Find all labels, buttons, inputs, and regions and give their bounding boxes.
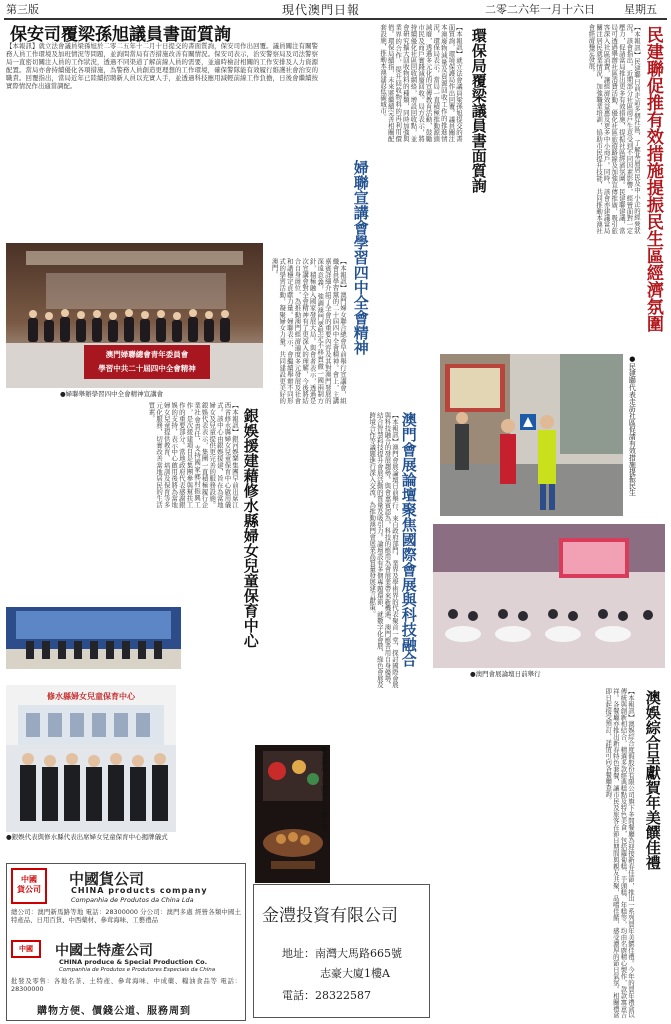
women-photo-caption: ●婦聯舉辦學習四中全會精神宣講會 xyxy=(60,390,164,398)
china-native-slogan: 購物方便、價錢公道、服務周到 xyxy=(37,1006,191,1017)
yinyu-group-side-text xyxy=(180,685,250,845)
women-banner-line1: 澳門婦聯總會青年委員會 xyxy=(105,350,189,359)
forum-photo-caption: ●澳門會展論壇日前舉行 xyxy=(470,670,541,678)
weekday: 星期五 xyxy=(624,3,657,16)
jinli-building: 志豪大廈1樓A xyxy=(320,967,390,980)
yinyu-stage-photo xyxy=(6,607,181,669)
yinyu-support-body-2 xyxy=(6,512,156,604)
china-products-ad xyxy=(6,863,246,1021)
yinyu-sign: 修水縣婦女兒童保育中心 xyxy=(47,692,135,701)
jinli-ad xyxy=(253,884,430,1018)
minsheng-body-2 xyxy=(560,238,664,348)
masthead: 現代澳門日報 xyxy=(282,3,361,17)
china-products-name-en: CHINA products company xyxy=(71,886,208,895)
women-conference-body-2 xyxy=(372,258,438,404)
jinli-address: 地址：南灣大馬路665號 xyxy=(282,947,402,960)
minsheng-photo-caption: ●民建聯代表走訪社區促請有效措施提振民生 xyxy=(628,355,637,496)
liang-reply-body-2 xyxy=(322,142,498,254)
cuisine-image xyxy=(255,745,330,883)
women-conference-body: 【本報訊】澳門婦女聯合總會早前舉行宣講會，組織會員學習黨的二十屆四中全會精神。會上，主講嘉賓詳細介紹了全會的重要內容及其對澳門發展的深遠意義，強調澳門要堅定不移貫徹一國兩制方針，積極融入國家發展大局。與會者表示，透過是次宣講會對全會精神有了更深入的理解，今後將結合自身崗位，為推動澳門經濟適度多元發展及社會和諧穩定貢獻力量。婦聯表示，會繼續舉辦不同形式的學習活動，凝聚婦女力量，共同建設更美好的澳門。 xyxy=(270,258,347,404)
forum-body-2 xyxy=(278,412,318,688)
macau-cuisine-title: 澳娛綜合呈獻賀年美饌佳禮 xyxy=(643,690,662,870)
cuisine-photo-caption: ●澳娛綜合呈獻賀年美饌佳禮 xyxy=(319,745,328,831)
minsheng-title: 民建聯促推有效措施提振民生區經濟氛圍 xyxy=(642,26,663,332)
women-conference-photo xyxy=(6,243,263,388)
yinyu-support-title: 銀娛援建藉修水縣婦女兒童保育中心 xyxy=(241,408,260,648)
yinyu-group-photo xyxy=(6,685,176,832)
jinli-name: 金澧投資有限公司 xyxy=(262,906,398,926)
police-reply-body: 【本報訊】就立法會議員梁孫旭於二零二五年十二月十日提交的書面質詢，保安司作出回覆。議員關注有關警務人員工作環境及加班情況等問題，並詢問當局有否措施改善有關情況。保安司表示，治安警察局及司法警察局一直密切關注人員的工作狀況，透過不同渠道了解前線人員的需要，並適時檢討相關的工作安排及人力資源配置。當局亦會持續優化各項措施，為警務人員創造更理想的工作環境，確保警隊能有效履行維護社會治安的職責。回覆指出，當局近年已陸續招聘新人員以充實人手，並透過科技應用減輕前線工作負擔，日後會繼續按實際情況作出適當調配。 xyxy=(6,42,318,90)
liang-reply-title: 環保局覆梁議員書面質詢 xyxy=(469,28,488,193)
yinyu-stage-side-text xyxy=(184,610,250,668)
yinyu-support-body: 【本報訊】銀河娛樂集團早前出席江西省修水縣婦女兒童保育中心啟用儀式。該中心由銀娛援建，旨在為當地婦女及兒童提供更完善的服務設施。銀娛代表表示，集團一直積極履行企業社會責任，支持國家鄉村振興工作，是次援建項目是集團參與幫扶工作的重要部分。當地政府代表感謝銀娛的支持，表示中心啟用後將為當地婦女兒童提供教育、培訓及保育等多元化服務，切實改善當地居民的生活質素。 xyxy=(147,402,239,508)
minsheng-image xyxy=(440,354,623,516)
jinli-phone: 電話：28322587 xyxy=(282,989,371,1002)
cuisine-photo xyxy=(255,745,330,883)
china-native-name-pt: Companhia de Produtos e Produtores Especiais da China xyxy=(59,967,216,973)
china-products-name: 中國貨公司 xyxy=(69,870,145,888)
date: 二零二六年一月十六日 xyxy=(485,3,595,16)
forum-title: 澳門會展論壇聚焦國際會展與科技融合 xyxy=(399,412,418,667)
women-conference-title: 婦聯宣講會學習四中全會精神 xyxy=(351,160,370,355)
china-native-details: 批發及零售：各地名茶、土特產、參茸海味、中成藥、糧油食品等 電話：28300000 xyxy=(11,977,241,993)
yinyu-stage-image xyxy=(6,607,181,669)
minsheng-body: 【本報訊】民建聯日前走訪多個社區，了解基層居民及中小企的經營狀況。該會指出，近期部分社區商戶生意受到不同因素影響，經營面對一定壓力，促請當局推出更多有效措施，提振社區經濟氛圍。民建聯建議，當局可透過舉辦社區消費活動、優化社區旅遊路線及加強宣傳推廣，吸引旅客深入社區消費，讓經濟效益惠及更多中小商戶。同時，該會亦建議當局關注居民就業情況，加強職業培訓，協助市民提升技能，共同推動本澳社會經濟穩定發展。 xyxy=(587,24,641,234)
minsheng-photo xyxy=(440,354,623,516)
forum-photo xyxy=(433,524,665,668)
forum-image xyxy=(433,524,665,668)
page-number: 第三版 xyxy=(6,3,39,16)
women-banner-line2: 學習中共二十屆四中全會精神 xyxy=(98,364,196,373)
china-native-name-en: CHINA produce & Special Production Co. xyxy=(59,958,208,966)
china-native-name: 中國土特產公司 xyxy=(55,943,153,959)
china-native-logo: 中國 xyxy=(11,940,41,958)
police-reply-title: 保安司覆梁孫旭議員書面質詢 xyxy=(10,25,231,45)
liang-reply-body: 【本報訊】就立法會議員梁孫旭提交的書面質詢，環境保護局作出回覆。議員關注本澳廢物減量及資源回收工作的推進情況，環保局表示，當局一直積極推動源頭減廢，透過多元化的宣傳教育活動，鼓勵市民及商戶實踐減廢回收。局方表示，將持續優化社區回收網絡，增設回收點，並會研究擴大回收物料的種類，同時加強與業界的合作，提升回收物料的再利用價值。環保局續指，未來將繼續完善相關配套設施，推動本澳建設低碳城市。 xyxy=(379,24,463,142)
yinyu-group-image xyxy=(6,685,176,832)
mid-column-body xyxy=(332,688,434,884)
china-products-name-pt: Companhia de Produtos da China Lda xyxy=(71,896,194,904)
forum-body: 【本報訊】澳門會展論壇日前舉行，來自政府部門、業界及學術界的代表聚首一堂，探討國際會展與科技融合的發展趨勢。與會嘉賓認為，科技的應用為會展業帶來新機遇，澳門應善用自身優勢，結合智慧科技提升會展活動的質量及吸引力。論壇設有多個專題環節，就數字化會展、綠色會展及跨境合作等議題進行深入交流，為推動澳門會展業高質量發展建言獻策。 xyxy=(368,412,399,688)
yinyu-photo-caption: ●銀娛代表與修水縣代表出席婦女兒童保育中心揭牌儀式 xyxy=(6,833,168,841)
macau-cuisine-body: 【本報訊】澳娛綜合度假股份有限公司旗下多間餐廳為迎接新春佳節，推出一系列賀年美饌佳禮。今年的賀年禮盒以傳統與創新相結合，精選多款經典糕點及特色美食，包括蘿蔔糕、芋頭糕、年糕等，均由名廚精心製作，款款寓意吉祥。各餐廳亦推出新春特色套餐，讓市民及旅客在節日期間與親友共聚，品嚐佳餚，感受濃厚的節日氣氛。相關禮盒即日起接受預訂，詳情可向各餐廳查詢。 xyxy=(604,688,635,1018)
china-products-details: 總公司：澳門新馬路等地 電話：28300000 分公司：澳門多處 經營各類中國土特產品、日用百貨、中西藥材、參茸海味、工藝禮品 xyxy=(11,908,241,924)
china-products-logo: 中國 貨公司 xyxy=(11,868,47,904)
